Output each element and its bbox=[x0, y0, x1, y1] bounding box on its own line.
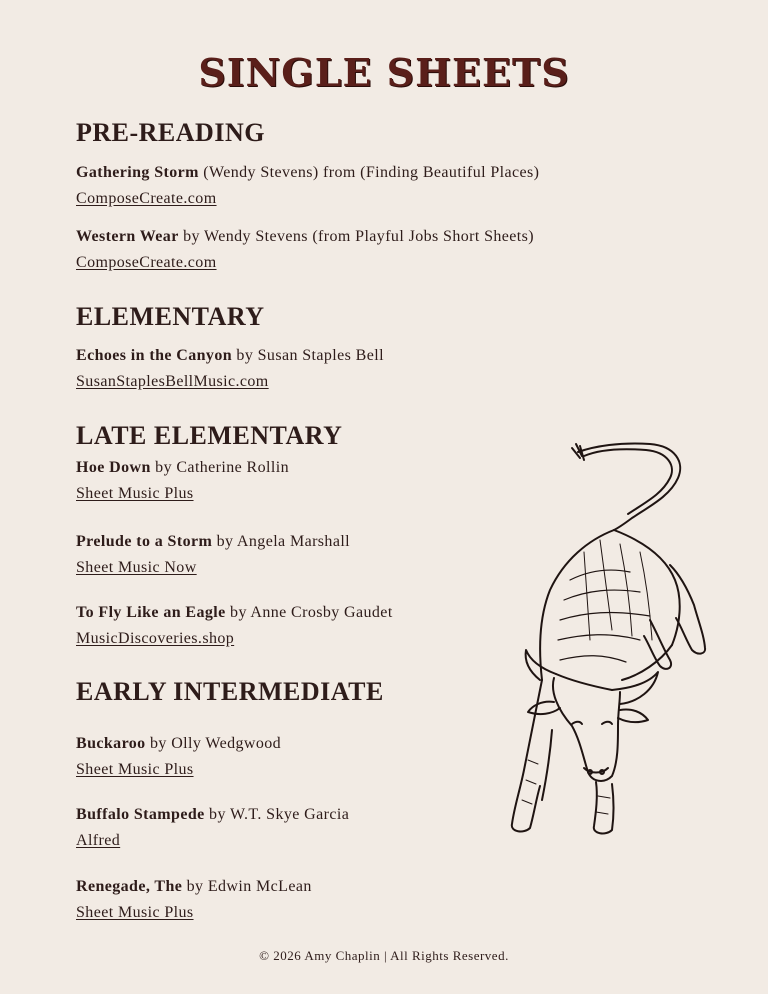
entry-line bbox=[76, 806, 349, 824]
entry-line bbox=[76, 878, 312, 896]
list-item bbox=[76, 533, 350, 577]
list-item bbox=[76, 735, 281, 779]
section-heading: PRE-READING bbox=[76, 118, 265, 147]
entry-line bbox=[76, 735, 281, 753]
piece-byline: by Wendy Stevens (from Playful Jobs Short Sheets) bbox=[178, 228, 534, 245]
piece-byline: by Catherine Rollin bbox=[150, 459, 289, 476]
list-item bbox=[76, 806, 349, 850]
page-title: SINGLE SHEETS bbox=[198, 50, 570, 95]
section-pre-reading bbox=[76, 118, 265, 148]
piece-byline: by W.T. Skye Garcia bbox=[204, 806, 350, 823]
piece-title: Renegade, The bbox=[76, 878, 183, 895]
source-link[interactable]: ComposeCreate.com bbox=[76, 190, 217, 207]
piece-byline: by Anne Crosby Gaudet bbox=[225, 604, 393, 621]
footer-copyright: © 2026 Amy Chaplin | All Rights Reserved. bbox=[259, 948, 509, 963]
section-heading: ELEMENTARY bbox=[76, 302, 265, 331]
piece-byline: by Angela Marshall bbox=[212, 533, 351, 550]
entry-line bbox=[76, 533, 350, 551]
source-link[interactable]: ComposeCreate.com bbox=[76, 254, 217, 271]
source-link[interactable]: Sheet Music Now bbox=[76, 559, 197, 576]
entry-line bbox=[76, 228, 534, 246]
piece-title: Buckaroo bbox=[76, 735, 146, 752]
source-link[interactable]: Sheet Music Plus bbox=[76, 761, 194, 778]
entry-line bbox=[76, 347, 384, 365]
source-link[interactable]: Alfred bbox=[76, 832, 121, 849]
source-link[interactable]: MusicDiscoveries.shop bbox=[76, 630, 235, 647]
piece-title: Buffalo Stampede bbox=[76, 806, 205, 823]
entry-line bbox=[76, 164, 539, 182]
source-link[interactable]: Sheet Music Plus bbox=[76, 485, 194, 502]
section-heading: LATE ELEMENTARY bbox=[76, 421, 343, 450]
bull-illustration bbox=[500, 440, 730, 850]
list-item bbox=[76, 459, 289, 503]
section-early-intermediate bbox=[76, 677, 384, 707]
section-heading: EARLY INTERMEDIATE bbox=[76, 677, 384, 706]
list-item bbox=[76, 228, 534, 272]
source-link[interactable]: SusanStaplesBellMusic.com bbox=[76, 373, 269, 390]
list-item bbox=[76, 878, 312, 922]
piece-title: Western Wear bbox=[76, 228, 179, 245]
piece-title: Echoes in the Canyon bbox=[76, 347, 233, 364]
piece-title: Prelude to a Storm bbox=[76, 533, 213, 550]
source-link[interactable]: Sheet Music Plus bbox=[76, 904, 194, 921]
entry-line bbox=[76, 604, 393, 622]
entry-line bbox=[76, 459, 289, 477]
piece-byline: by Susan Staples Bell bbox=[232, 347, 384, 364]
piece-title: Hoe Down bbox=[76, 459, 151, 476]
list-item bbox=[76, 347, 384, 391]
section-late-elementary bbox=[76, 421, 342, 451]
list-item bbox=[76, 604, 393, 648]
piece-byline: by Olly Wedgwood bbox=[145, 735, 282, 752]
piece-byline: by Edwin McLean bbox=[182, 878, 312, 895]
piece-title: Gathering Storm bbox=[76, 164, 199, 181]
section-elementary bbox=[76, 302, 265, 332]
list-item bbox=[76, 164, 539, 208]
piece-byline: (Wendy Stevens) from (Finding Beautiful Places) bbox=[198, 164, 540, 181]
piece-title: To Fly Like an Eagle bbox=[76, 604, 226, 621]
